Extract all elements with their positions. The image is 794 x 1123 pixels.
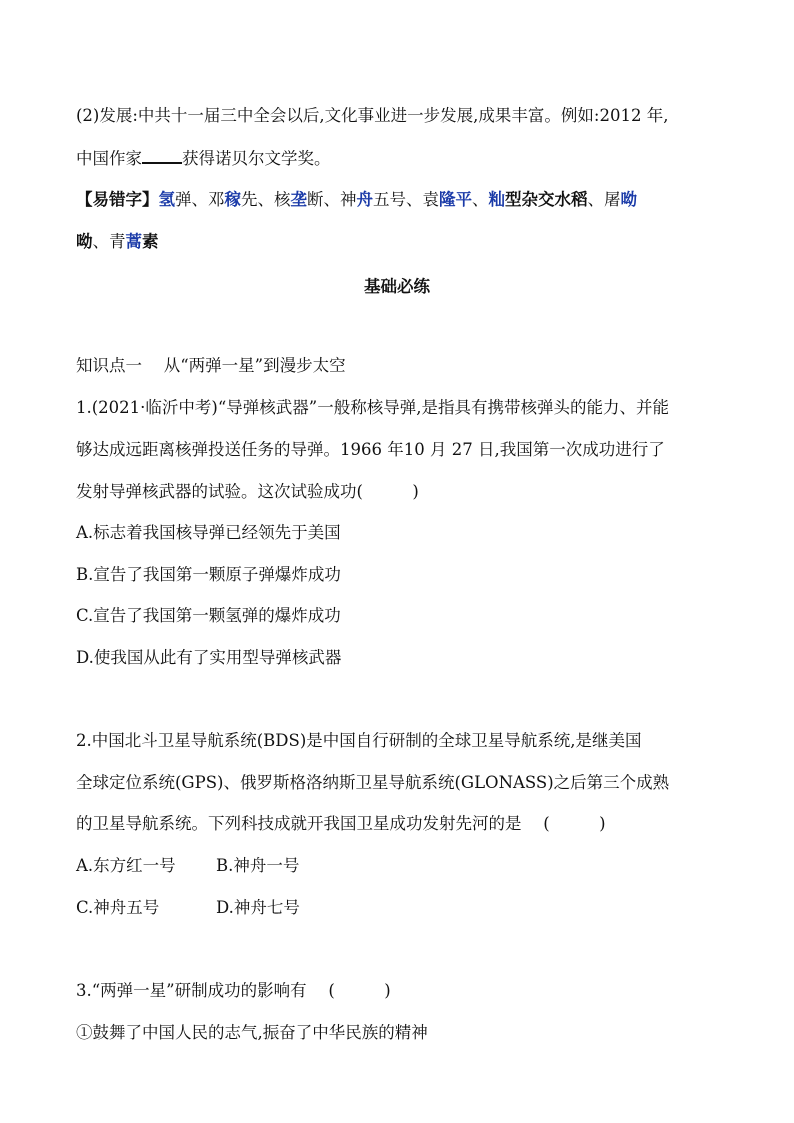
error-word-line1-segment-10: 籼: [488, 190, 505, 209]
error-word-line1-segment-13: 呦: [620, 190, 637, 209]
q1-line-3: 发射导弹核武器的试验。这次试验成功( ): [76, 482, 419, 501]
development-text-b: 获得诺贝尔文学奖。: [182, 149, 331, 168]
q1-option-c[interactable]: C.宣告了我国第一颗氢弹的爆炸成功: [76, 606, 341, 625]
error-word-line1-segment-7: 五号、袁: [373, 190, 439, 209]
fill-blank[interactable]: [142, 148, 182, 164]
error-word-line1-segment-2: 稼: [224, 190, 241, 209]
error-word-line1-segment-8: 隆平: [439, 190, 472, 209]
error-words-label: 【易错字】: [76, 190, 159, 209]
error-word-line1-segment-12: 、屠: [587, 190, 621, 209]
q2-option-c[interactable]: C.神舟五号: [76, 898, 160, 917]
q3-item-1[interactable]: ①鼓舞了中国人民的志气,振奋了中华民族的精神: [76, 1023, 428, 1042]
error-words-segments-1: [159, 190, 638, 209]
q2-option-b[interactable]: B.神舟一号: [216, 856, 300, 875]
q1-line-1: 1.(2021·临沂中考)“导弹核武器”一般称核导弹,是指具有携带核弹头的能力、并能: [76, 398, 669, 417]
q2-line-2: 全球定位系统(GPS)、俄罗斯格洛纳斯卫星导航系统(GLONASS)之后第三个成熟: [76, 773, 670, 792]
error-word-line1-segment-9: 、: [472, 190, 489, 209]
q2-option-a[interactable]: A.东方红一号: [76, 856, 176, 875]
q1-option-a[interactable]: A.标志着我国核导弹已经领先于美国: [76, 523, 341, 542]
error-word-line2-segment-1: 、青: [92, 232, 126, 251]
development-line-2: [76, 148, 331, 170]
error-word-line1-segment-11: 型杂交水稻: [505, 190, 588, 209]
q1-option-b[interactable]: B.宣告了我国第一颗原子弹爆炸成功: [76, 565, 341, 584]
error-word-line1-segment-6: 舟: [356, 190, 373, 209]
error-words-line-2: [76, 231, 159, 253]
q2-option-d[interactable]: D.神舟七号: [216, 898, 300, 917]
error-word-line1-segment-3: 先、核: [241, 190, 291, 209]
q2-options-row-1: [76, 855, 299, 877]
error-word-line1-segment-5: 断、神: [307, 190, 357, 209]
q1-line-2: 够达成远距离核弹投送任务的导弹。1966 年10 月 27 日,我国第一次成功进行了: [76, 440, 665, 459]
knowledge-point-heading: 知识点一 从“两弹一星”到漫步太空: [76, 356, 346, 375]
q2-line-3: 的卫星导航系统。下列科技成就开我国卫星成功发射先河的是 ( ): [76, 814, 606, 833]
q2-line-1: 2.中国北斗卫星导航系统(BDS)是中国自行研制的全球卫星导航系统,是继美国: [76, 731, 642, 750]
error-word-line2-segment-2: 蒿: [125, 232, 142, 251]
q1-option-d[interactable]: D.使我国从此有了实用型导弹核武器: [76, 648, 342, 667]
error-word-line2-segment-3: 素: [142, 232, 159, 251]
development-line-1: (2)发展:中共十一届三中全会以后,文化事业进一步发展,成果丰富。例如:2012 年,: [76, 106, 669, 125]
error-words-line-1: [76, 189, 637, 211]
section-title: 基础必练: [364, 277, 430, 296]
q2-options-row-2: [76, 897, 300, 919]
development-text-a: 中国作家: [76, 149, 142, 168]
q3-line-1: 3.“两弹一星”研制成功的影响有 ( ): [76, 981, 391, 1000]
error-word-line2-segment-0: 呦: [76, 232, 93, 251]
error-word-line1-segment-0: 氢: [158, 190, 175, 209]
error-word-line1-segment-4: 垄: [290, 190, 307, 209]
error-word-line1-segment-1: 弹、邓: [175, 190, 225, 209]
